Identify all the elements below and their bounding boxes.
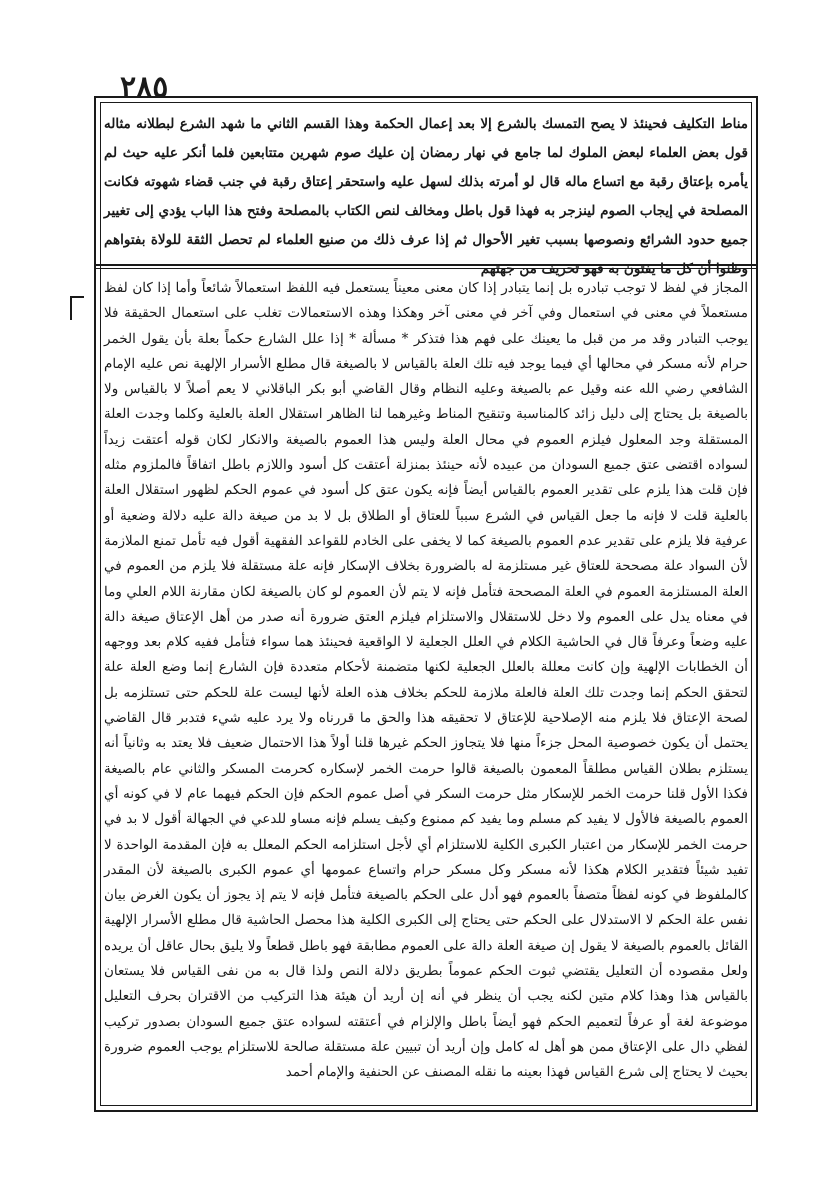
- section-divider-thin: [96, 268, 756, 269]
- margin-bracket-mark: [70, 296, 84, 320]
- top-gloss-text: مناط التكليف فحينئذ لا يصح التمسك بالشرع إلا بعد إعمال الحكمة وهذا القسم الثاني ما شهد الشرع لبطلانه مثاله قول بعض العلماء لبعض الملوك لما جامع في نهار رمضان إن عليك صوم شهرين متتابعين فلما أنكر عليه حيث لم يأمره بإعتاق رقبة مع اتساع ماله قال لو أمرته بذلك لسهل عليه واستحقر إعتاق رقبة في جنب قضاء شهوته فكانت المصلحة في إيجاب الصوم لينزجر به فهذا قول باطل ومخالف لنص الكتاب بالمصلحة وفتح هذا الباب يؤدي إلى تغيير جميع حدود الشرائع ونصوصها بسبب تغير الأحوال ثم إذا عرف ذلك من صنيع العلماء لم تحصل الثقة للولاة بفتواهم وظنوا أن كل ما يفتون به فهو تحريف من جهتهم: [104, 116, 748, 277]
- section-divider: [96, 264, 756, 266]
- main-text: المجاز في لفظ لا توجب تبادره بل إنما يتبادر إذا كان معنى معيناً يستعمل فيه اللفظ استعمالاً شائعاً وأما إذا كان لفظ مستعملاً في معنى في استعمال وفي آخر في معنى آخر وهكذا وهذه الاستعمالات تغلب على استعمال الحقيقة فلا يوجب التبادر وقد مر من قبل ما يعينك على فهم هذا فتذكر * مسألة * إذا علل الشارع حكماً بعلة بأن يقول الخمر حرام لأنه مسكر في محالها أي فيما يوجد فيه تلك العلة بالقياس لا بالصيغة قال مطلع الأسرار الإلهية نص عليه الإمام الشافعي رضي الله عنه وقيل عم بالصيغة وعليه النظام وقال القاضي أبو بكر الباقلاني لا يعم أصلاً لا بالقياس ولا بالصيغة بل يحتاج إلى دليل زائد كالمناسبة وتنقيح المناط وغيرهما لنا الظاهر استقلال العلة بالعلية وكلما وجدت العلة المستقلة وجد المعلول فيلزم العموم في محال العلة وليس هذا العموم بالصيغة والانكار لكان قوله أعتقت زيداً لسواده اقتضى عتق جميع السودان من عبيده لأنه حينئذ بمنزلة أعتقت كل أسود واللازم باطل اتفاقاً فالملزوم مثله فإن قلت هذا يلزم على تقدير العموم بالقياس أيضاً فإنه يكون عتق كل أسود في عموم الحكم لظهور استقلال العلة بالعلية قلت لا فإنه ما جعل القياس في الشرع سبباً للعتاق أو الطلاق بل لا بد من صيغة دالة عليه دلالة وضعية أو عرفية فلا يلزم على تقدير عدم العموم بالصيغة كما لا يخفى على الخادم للقواعد الفقهية أقول فيه تأمل تمنع الملازمة لأن السواد علة مصححة للعتاق غير مستلزمة له بالضرورة بخلاف الإسكار فإنه علة مستقلة فلا يلزم من العموم في العلة المستلزمة العموم في العلة المصححة فتأمل فإنه لا يتم لأن العموم لو كان بالصيغة لكان مقارنة اللام العلي وما في معناه يدل على العموم ولا دخل للاستقلال والاستلزام فيلزم العتق ضرورة أنه صدر من أهل الإعتاق صيغة دالة عليه وضعاً وعرفاً قال في الحاشية الكلام في العلل الجعلية لا الواقعية فحينئذ هما سواء فتأمل ففيه كلام بعد ووجهه أن الخطابات الإلهية وإن كانت معللة بالعلل الجعلية لكنها متضمنة لأحكام متعددة فإن الشارع إنما وضع العلة علة لتحقق الحكم إنما وجدت تلك العلة فالعلة ملازمة للحكم بخلاف هذه العلة لأنها ليست علة للحكم حتى تستلزمه بل لصحة الإعتاق فلا يلزم منه الإصلاحية للإعتاق لا تحقيقه هذا والحق ما قررناه ولا يرد عليه شيء فتدبر قال القاضي يحتمل أن يكون خصوصية المحل جزءاً منها فلا يتجاوز الحكم غيرها قلنا أولاً هذا الاحتمال ضعيف فلا يعتد به وثانياً أنه يستلزم بطلان القياس مطلقاً المعمون بالصيغة قالوا حرمت الخمر لإسكاره كحرمت المسكر والثاني عام بالصيغة فكذا الأول قلنا حرمت الخمر للإسكار مثل حرمت السكر في أصل عموم الحكم فإن الحكم فيهما عام لا في كونه أي العموم بالصيغة فالأول لا يفيد كم مسلم وما يفيد كم ممنوع وكيف يسلم فإنه مساو للدعي في الجهالة أقول لا بد في حرمت الخمر للإسكار من اعتبار الكبرى الكلية للاستلزام أي لأجل استلزامه الحكم المعلل به فإن المقدمة الواحدة لا تفيد شيئاً فتقدير الكلام هكذا لأنه مسكر وكل مسكر حرام واتساع عمومها أي عموم الكبرى بالصيغة لأن المقدر كالملفوظ في كونه لفظاً متصفاً بالعموم فهو أدل على الحكم بالصيغة فتأمل فإنه لا يتم إذ يجوز أن يكون الغرض بيان نفس علة الحكم لا الاستدلال على الحكم حتى يحتاج إلى الكبرى الكلية هذا محصل الحاشية قال مطلع الأسرار الإلهية القائل بالعموم بالصيغة لا يقول إن صيغة العلة دالة على العموم مطابقة فهو باطل قطعاً ولا يليق بحال عاقل أن يريده ولعل مقصوده أن التعليل يقتضي ثبوت الحكم عموماً بطريق دلالة النص ولذا قال به من نفى القياس فلا يستعان بالقياس هذا وهذا كلام متين لكنه يجب أن ينظر في أنه إن أريد أن هيئة هذا التركيب من الاقتران بحرف التعليل موضوعة لغة أو عرفاً لتعميم الحكم فهو أيضاً باطل والإلزام في أعتقته لسواده عتق جميع السودان بصدور تركيب لفظي دال على الإعتاق ممن هو أهل له كامل وإن أريد أن تبيين علة مستقلة صالحة للاستلزام يوجب العموم ضرورة بحيث لا يحتاج إلى شرع القياس فهذا بعينه ما نقله المصنف عن الحنفية والإمام أحمد: [104, 280, 748, 1081]
- page-number: ٢٨٥: [120, 70, 169, 105]
- page-frame: [94, 96, 758, 1112]
- main-text-block: [104, 276, 748, 1102]
- top-gloss: [104, 110, 748, 277]
